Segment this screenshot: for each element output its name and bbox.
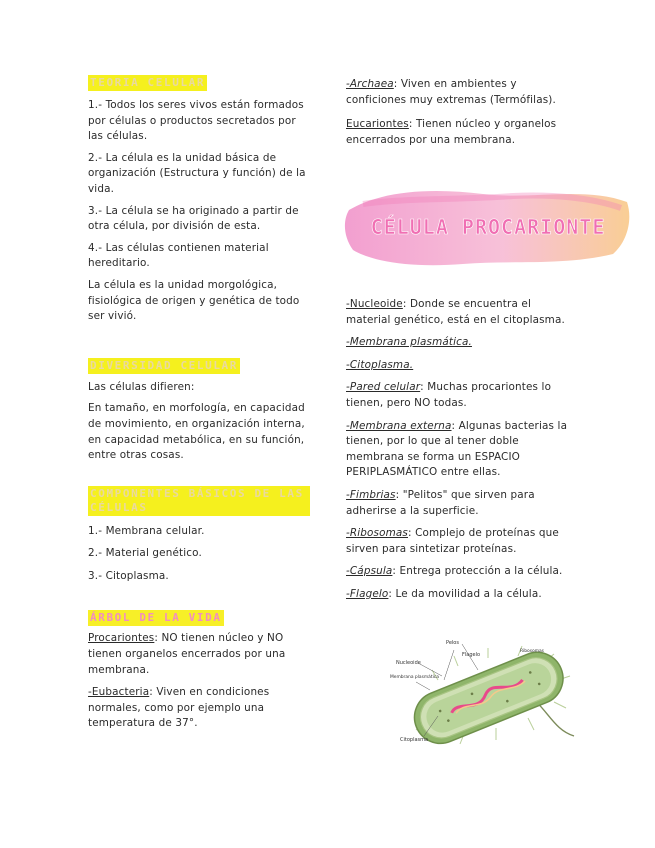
label-pelos: Pelos: [446, 640, 459, 646]
text-flagelo: : Le da movilidad a la célula.: [388, 587, 542, 600]
paragraph-procariontes: [88, 631, 310, 678]
text-eubacteria: : Viven en condiciones normales, como por ejemplo una temperatura de 37°.: [88, 686, 270, 730]
term-eubacteria: -Eubacteria: [88, 686, 150, 699]
item-citoplasma: [346, 358, 568, 374]
term-membrana-externa: -Membrana externa: [346, 419, 452, 432]
paragraph-celula-unidad: La célula es la unidad morgológica, fisiológica de origen y genética de todo ser vivió.: [88, 278, 300, 323]
term-citoplasma: -Citoplasma.: [346, 358, 414, 371]
text-procariontes: : NO tienen núcleo y NO tienen organelos encerrados por una membrana.: [88, 632, 286, 676]
text-capsula: : Entrega protección a la célula.: [392, 565, 563, 578]
paragraph-postulado-3: 3.- La célula se ha originado a partir de otra célula, por división de esta.: [88, 204, 299, 233]
item-pared-celular: [346, 380, 568, 411]
item-capsula: [346, 564, 568, 580]
text-membrana-externa: : Algunas bacterias la tienen, por lo que al tener doble membrana se forma un ESPACIO PERIPLASMÁTICO entre ellas.: [346, 419, 568, 479]
diagram-bacteria: [378, 630, 576, 750]
term-nucleoide: -Nucleoide: [346, 298, 403, 310]
label-membrana: Membrana plasmática: [390, 675, 439, 680]
term-flagelo: -Flagelo: [346, 587, 389, 600]
text-archaea: : Viven en ambientes y conficiones muy extremas (Termófilas).: [346, 78, 556, 106]
term-fimbrias: -Fimbrias: [346, 488, 396, 501]
term-eucariontes: Eucariontes: [346, 118, 409, 131]
term-membrana-plasmatica: -Membrana plasmática.: [346, 336, 472, 349]
term-capsula: -Cápsula: [346, 565, 393, 578]
text-ribosomas: : Complejo de proteínas que sirven para sintetizar proteínas.: [346, 527, 559, 555]
left-column: [88, 70, 310, 732]
label-nucleoide: Nucleoide: [396, 660, 421, 666]
paragraph-postulado-2: 2.- La célula es la unidad básica de organización (Estructura y función) de la vida.: [88, 151, 306, 195]
item-nucleoide: [346, 297, 568, 328]
paragraph-archaea: [346, 77, 568, 108]
paragraph-difieren: Las células difieren:: [88, 380, 195, 393]
paragraph-postulado-1: 1.- Todos los seres vivos están formados por células o productos secretados por las células.: [88, 99, 304, 143]
term-ribosomas: -Ribosomas: [346, 527, 408, 540]
right-column-structures: [346, 297, 568, 603]
text-eucariontes: : Tienen núcleo y organelos encerrados por una membrana.: [346, 118, 557, 146]
item-membrana-plasmatica: [346, 335, 568, 351]
term-archaea: -Archaea: [346, 78, 394, 90]
paragraph-eubacteria: [88, 685, 310, 732]
label-citoplasma: Citoplasma: [400, 737, 429, 743]
paragraph-postulado-4: 4.- Las células contienen material hereditario.: [88, 241, 269, 270]
item-flagelo: [346, 587, 568, 603]
item-fimbrias: [346, 488, 568, 519]
list-item-citoplasma: 3.- Citoplasma.: [88, 569, 169, 582]
list-item-membrana: 1.- Membrana celular.: [88, 524, 205, 537]
label-flagelo: Flagelo: [462, 652, 481, 658]
heading-teoria-celular: TEORIA CELULAR: [90, 76, 206, 89]
term-pared-celular: -Pared celular: [346, 381, 421, 394]
term-procariontes: Procariontes: [88, 632, 155, 645]
heading-componentes-basicos: COMPONENTES BÁSICOS DE LAS CÉLULAS: [88, 486, 310, 516]
text-nucleoide: : Donde se encuentra el material genético, está en el citoplasma.: [346, 298, 565, 326]
paragraph-eucariontes: [346, 117, 568, 148]
right-column-top: [346, 77, 568, 148]
item-membrana-externa: [346, 419, 568, 481]
banner-celula-procarionte: [343, 180, 633, 272]
text-pared-celular: : Muchas procariontes lo tienen, pero NO todas.: [346, 381, 552, 409]
heading-diversidad-celular: DIVERSIDAD CELULAR: [90, 358, 239, 372]
heading-arbol-vida: ÁRBOL DE LA VIDA: [90, 611, 222, 625]
banner-title: CÉLULA PROCARIONTE: [370, 215, 606, 239]
cell-body: [407, 645, 571, 750]
list-item-material-genetico: 2.- Material genético.: [88, 547, 202, 560]
label-ribosomas: Ribosomas: [520, 649, 544, 654]
paragraph-diferencias: En tamaño, en morfología, en capacidad de movimiento, en organización interna, en capacidad metabólica, en su función, entre otras cosas.: [88, 402, 305, 462]
item-ribosomas: [346, 526, 568, 557]
text-fimbrias: : "Pelitos" que sirven para adherirse a la superficie.: [346, 488, 535, 517]
